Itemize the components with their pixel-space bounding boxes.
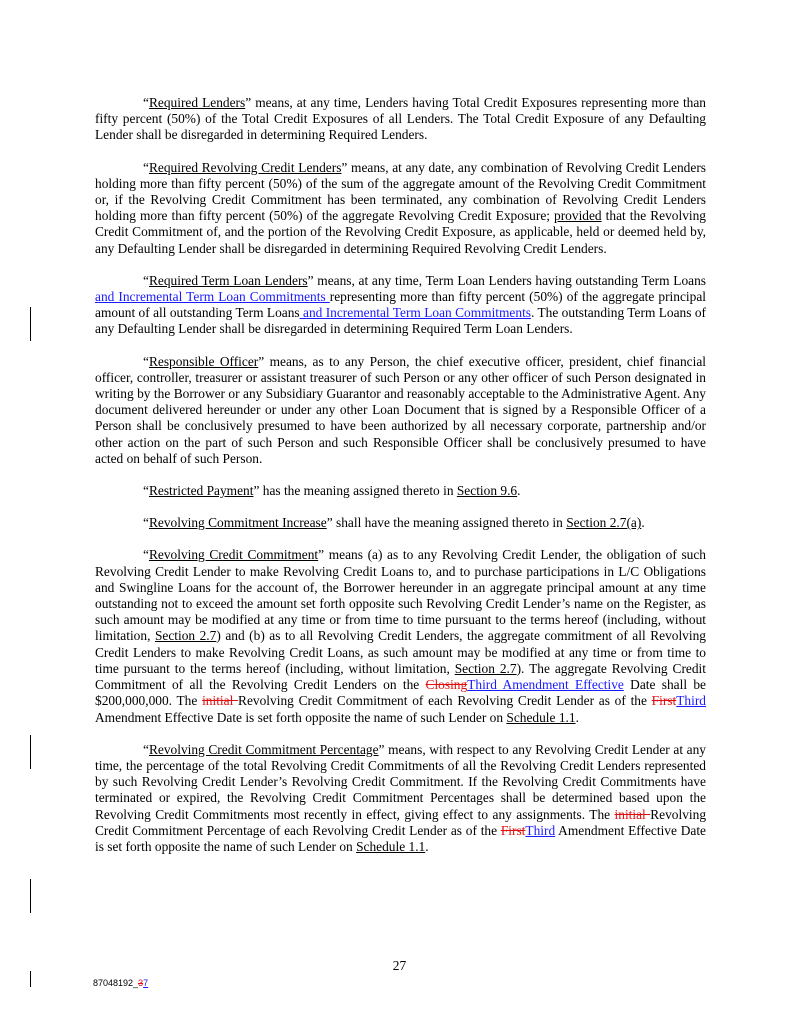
text-run: ” shall have the meaning assigned thereto in [326,515,567,531]
text-run: . [517,483,521,499]
text-run: Revolving Credit Commitment Percentage of each Revolving Credit Lender as of the [95,806,707,838]
text-run: Amendment Effective Date is set forth opposite the name of such Lender on [95,709,507,725]
document-body [95,95,706,871]
text-run: that the Revolving Credit Commitment of, and the portion of the Revolving Credit Exposure, as applicable, held or deemed held by, any Defaulting Lender shall be disregarded in determining Required Revolving Credit Lenders. [95,208,706,256]
text-run: “ [143,95,149,110]
defined-term: Schedule 1.1 [356,838,426,854]
deleted-text: Closing [425,677,468,693]
definition-required-revolving-credit-lenders [95,160,706,257]
text-run: “ [143,547,149,563]
text-run: “ [143,483,149,499]
inserted-text: and Incremental Term Loan Commitments [95,289,330,305]
defined-term: Section 2.7(a) [566,515,642,531]
footer-doc-id [93,978,148,988]
defined-term: Restricted Payment [148,483,254,499]
text-run: “ [143,159,149,175]
text-run: . [425,838,429,854]
deleted-version: 3 [138,978,144,988]
defined-term: Section 2.7 [154,628,217,644]
inserted-version: 7 [143,978,149,988]
text-run: Date shall be $200,000,000. The [95,677,707,709]
defined-term: Required Revolving Credit Lenders [148,159,342,175]
text-run: . [641,515,645,531]
defined-term: Required Lenders [148,95,246,110]
definition-required-term-loan-lenders [95,273,706,338]
inserted-text: Third Amendment Effective [467,677,624,693]
definition-revolving-commitment-increase [95,515,706,531]
defined-term: Section 9.6 [456,483,518,499]
change-bar [30,307,31,341]
definition-revolving-credit-commitment [95,547,706,725]
change-bar [30,735,31,769]
text-run: ” means, as to any Person, the chief executive officer, president, chief financial officer, controller, treasurer or assistant treasurer of such Person or any other officer of such Person designated in writing by the Borrower or any Subsidiary Guarantor and reasonably acceptable to the Administrative Agent. Any document delivered hereunder or under any other Loan Document that is signed by a Responsible Officer of a Person shall be conclusively presumed to have been authorized by all necessary corporate, partnership and/or other action on the part of such Person and such Responsible Officer shall be conclusively presumed to have acted on behalf of such Person. [95,353,706,466]
text-run: “ [143,515,149,531]
text-run: ” means, at any time, Lenders having Total Credit Exposures representing more than fifty percent (50%) of the Total Credit Exposures of all Lenders. The Total Credit Exposure of any Defaulting Lender shall be disregarded in determining Required Lenders. [95,95,707,143]
defined-term: Required Term Loan Lenders [148,272,308,288]
text-run: “ [143,272,149,288]
defined-term: Revolving Commitment Increase [148,515,327,531]
text-run: . The outstanding Term Loans of any Defaulting Lender shall be disregarded in determining Required Term Loan Lenders. [95,305,706,337]
defined-term: Revolving Credit Commitment [148,547,319,563]
defined-term: provided [554,208,602,224]
deleted-text: First [651,693,677,709]
text-run: ” means (a) as to any Revolving Credit Lender, the obligation of such Revolving Credit Lender to make Revolving Credit Loans to, and to purchase participations in L/C Obligations and Swingline Loans for the account of, the Borrower hereunder in an aggregate principal amount at any time outstanding not to exceed the amount set forth opposite such Revolving Credit Lender’s name on the Register, as such amount may be modified at any time or from time to time pursuant to the terms hereof (including, without limitation, [95,547,706,644]
defined-term: Section 2.7 [454,660,517,676]
text-run: ). The aggregate Revolving Credit Commitment of all the Revolving Credit Lenders on the [95,660,706,693]
definition-restricted-payment [95,483,706,499]
text-run: ” has the meaning assigned thereto in [253,483,457,499]
text-run: “ [143,741,149,757]
change-bar [30,879,31,913]
inserted-text: and Incremental Term Loan Commitments [299,305,531,321]
defined-term: Responsible Officer [148,353,259,369]
text-run: . [575,709,579,725]
text-run: “ [143,353,149,369]
text-run: ” means, at any date, any combination of Revolving Credit Lenders holding more than fifty percent (50%) of the sum of the aggregate amount of the Revolving Credit Commitment or, if the Revolving Credit Commitment has been terminated, any combination of Revolving Credit Lenders holding more than fifty percent (50%) of the aggregate Revolving Credit Exposure; [95,159,706,224]
text-run: representing more than fifty percent (50%) of the aggregate principal amount of all outstanding Term Loans [95,289,706,321]
text-run: Revolving Credit Commitment of each Revolving Credit Lender as of the [238,693,652,709]
definition-revolving-credit-commitment-percentage [95,742,706,855]
text-run: ” means, at any time, Term Loan Lenders having outstanding Term Loans [307,272,706,288]
definition-required-lenders [95,95,706,144]
deleted-text: First [500,822,526,838]
text-run: ) and (b) as to all Revolving Credit Lenders, the aggregate commitment of all Revolving Credit Lenders to make Revolving Credit Loans, as such amount may be modified at any time or from time to time pursuant to the terms hereof (including, without limitation, [95,628,706,676]
text-run: ” means, with respect to any Revolving Credit Lender at any time, the percentage of the total Revolving Credit Commitments of all the Revolving Credit Lenders represented by such Revolving Credit Lender’s Revolving Credit Commitment. If the Revolving Credit Commitments have terminated or expired, the Revolving Credit Commitment Percentages shall be determined based upon the Revolving Credit Commitments most recently in effect, giving effect to any assignments. The [95,741,707,822]
text-run: Amendment Effective Date is set forth opposite the name of such Lender on [95,822,706,854]
deleted-text: initial [202,693,239,709]
page-number: 27 [392,958,407,973]
defined-term: Schedule 1.1 [506,709,576,725]
definition-responsible-officer [95,354,706,467]
inserted-text: Third [525,822,556,838]
doc-id: 87048192_ [93,978,139,988]
inserted-text: Third [676,693,706,709]
defined-term: Revolving Credit Commitment Percentage [148,741,379,757]
deleted-text: initial [614,806,651,822]
